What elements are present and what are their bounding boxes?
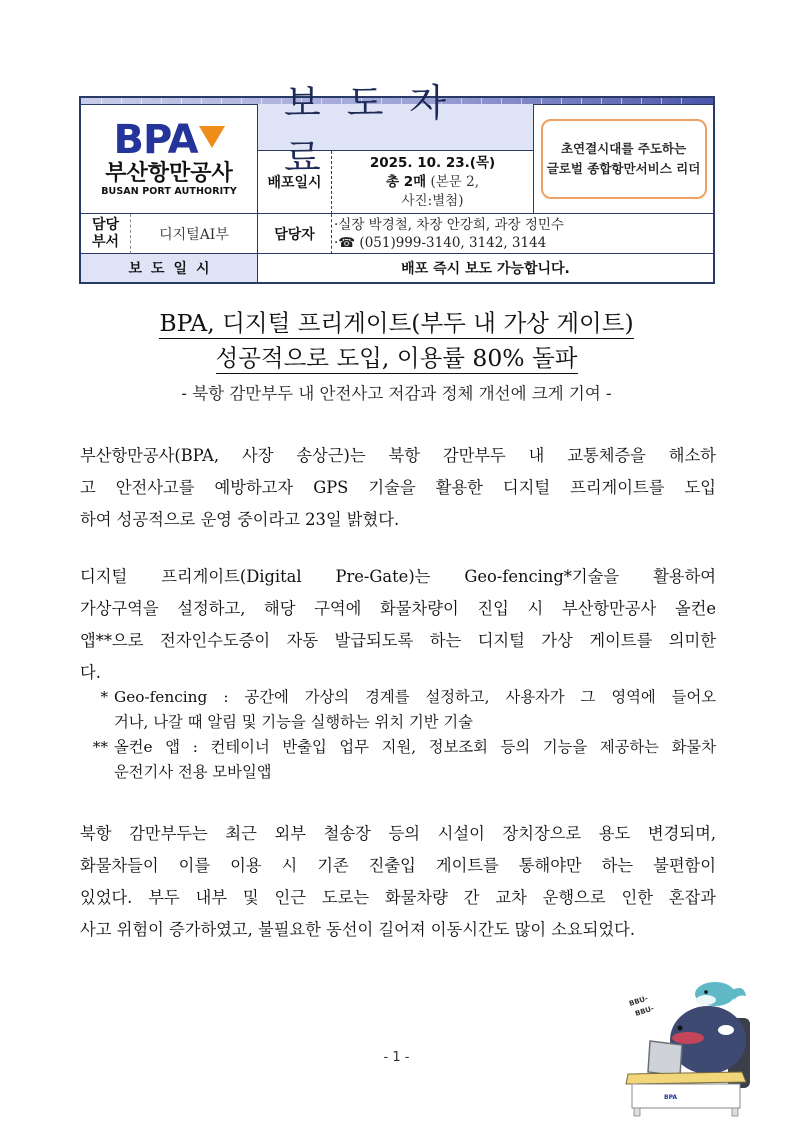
body-paragraph-1	[80, 440, 716, 536]
logo-name-kr: 부산항만공사	[105, 161, 233, 186]
logo-triangle-icon	[199, 126, 225, 148]
department-label-cell	[81, 214, 131, 254]
release-label-cell	[81, 254, 258, 282]
paragraph-line: 가상구역을 설정하고, 해당 구역에 화물차량이 진입 시 부산항만공사 올컨e	[80, 599, 716, 618]
paragraph-line: 있었다. 부두 내부 및 인근 도로는 화물차량 간 교차 운행으로 인한 혼잡과	[80, 888, 716, 907]
svg-text:BBU-: BBU-	[628, 994, 649, 1008]
paragraph-line: 고 안전사고를 예방하고자 GPS 기술을 활용한 디지털 프리게이트를 도입	[80, 478, 716, 497]
distribution-label-cell	[258, 151, 332, 214]
release-label: 보도일시	[128, 261, 219, 277]
distribution-pages-2	[402, 192, 464, 211]
paragraph-line: 앱**으로 전자인수도증이 자동 발급되도록 하는 디지털 가상 게이트를 의미한	[80, 631, 716, 650]
logo-mark: BPA	[113, 117, 198, 163]
bpa-logo	[81, 104, 258, 214]
doc-type-title: 보도자료	[284, 81, 473, 180]
page-detail-2: 사진:별첨)	[401, 192, 464, 209]
paragraph-line: 부산항만공사(BPA, 사장 송상근)는 북항 감만부두 내 교통체증을 해소하	[80, 446, 716, 465]
department-value-cell	[131, 214, 258, 254]
slogan-cell	[534, 104, 713, 214]
contact-phone: (051)999-3140, 3142, 3144	[359, 234, 547, 251]
footnote-allcon-app	[80, 735, 716, 785]
footnote-text: 올컨e 앱 : 컨테이너 반출입 업무 지원, 정보조회 등의 기능을 제공하는 화물차	[114, 738, 716, 756]
body-paragraph-2	[80, 561, 716, 689]
svg-text:BBU-: BBU-	[634, 1004, 655, 1018]
department-label-2: 부서	[91, 233, 120, 250]
slogan-box	[541, 119, 707, 199]
distribution-label: 배포일시	[267, 175, 322, 191]
paragraph-line: 디지털 프리게이트(Digital Pre-Gate)는 Geo-fencing*기술을 활용하여	[80, 567, 716, 586]
contact-label: 담당자	[274, 226, 315, 243]
contact-label-cell	[258, 214, 332, 254]
distribution-pages	[386, 173, 479, 192]
headline-subtitle: - 북항 감만부두 내 안전사고 저감과 정체 개선에 크게 기여 -	[181, 384, 612, 403]
release-value-cell	[258, 254, 713, 282]
footnote-geofencing	[80, 685, 716, 735]
slogan-line-1: 초연결시대를 주도하는	[560, 140, 687, 156]
footnote-text: Geo-fencing : 공간에 가상의 경계를 설정하고, 사용자가 그 영역에 들어오	[114, 688, 716, 706]
distribution-value-cell	[332, 151, 534, 214]
logo-name-en: BUSAN PORT AUTHORITY	[101, 186, 237, 197]
paragraph-line: 화물차들이 이를 이용 시 기존 진출입 게이트를 통해야만 하는 불편함이	[80, 856, 716, 875]
paragraph-line: 사고 위험이 증가하였고, 불필요한 동선이 길어져 이동시간도 많이 소요되었다.	[80, 920, 636, 939]
footnote-text: 운전기사 전용 모바일앱	[114, 763, 272, 781]
body-paragraph-3	[80, 818, 716, 946]
telephone-icon: ☎	[338, 234, 356, 251]
department-label-1: 담당	[91, 216, 120, 233]
department-value: 디지털AI부	[159, 226, 229, 243]
footnote-mark: **	[92, 738, 108, 756]
press-release-header-table	[79, 81, 715, 284]
slogan-line-2: 글로벌 종합항만서비스 리더	[546, 160, 701, 176]
headline-line-2: 성공적으로 도입, 이용률 80% 돌파	[215, 344, 578, 372]
paragraph-line: 북항 감만부두는 최근 외부 철송장 등의 시설이 장치장으로 용도 변경되며,	[80, 824, 716, 843]
contact-people: ·실장 박경철, 차장 안강희, 과장 정민수	[334, 216, 564, 233]
distribution-date: 2025. 10. 23.(목)	[369, 154, 496, 171]
release-value: 배포 즉시 보도 가능합니다.	[401, 261, 570, 277]
footnote-text: 거나, 나갈 때 알림 및 기능을 실행하는 위치 기반 기술	[114, 713, 473, 731]
page-detail: (본문 2,	[430, 173, 479, 190]
page-count: 총 2매	[385, 173, 427, 190]
footnote-mark: *	[100, 688, 108, 706]
page-number: - 1 -	[383, 1050, 410, 1065]
svg-text:BPA: BPA	[664, 1094, 678, 1101]
mascot-illustration	[620, 968, 760, 1118]
contact-phone-row: ·☎ (051)999-3140, 3142, 3144	[334, 234, 547, 251]
contact-value-cell	[332, 214, 713, 254]
paragraph-line: 다.	[80, 663, 101, 682]
headline-line-1: BPA, 디지털 프리게이트(부두 내 가상 게이트)	[159, 309, 634, 337]
paragraph-line: 하여 성공적으로 운영 중이라고 23일 밝혔다.	[80, 510, 400, 529]
